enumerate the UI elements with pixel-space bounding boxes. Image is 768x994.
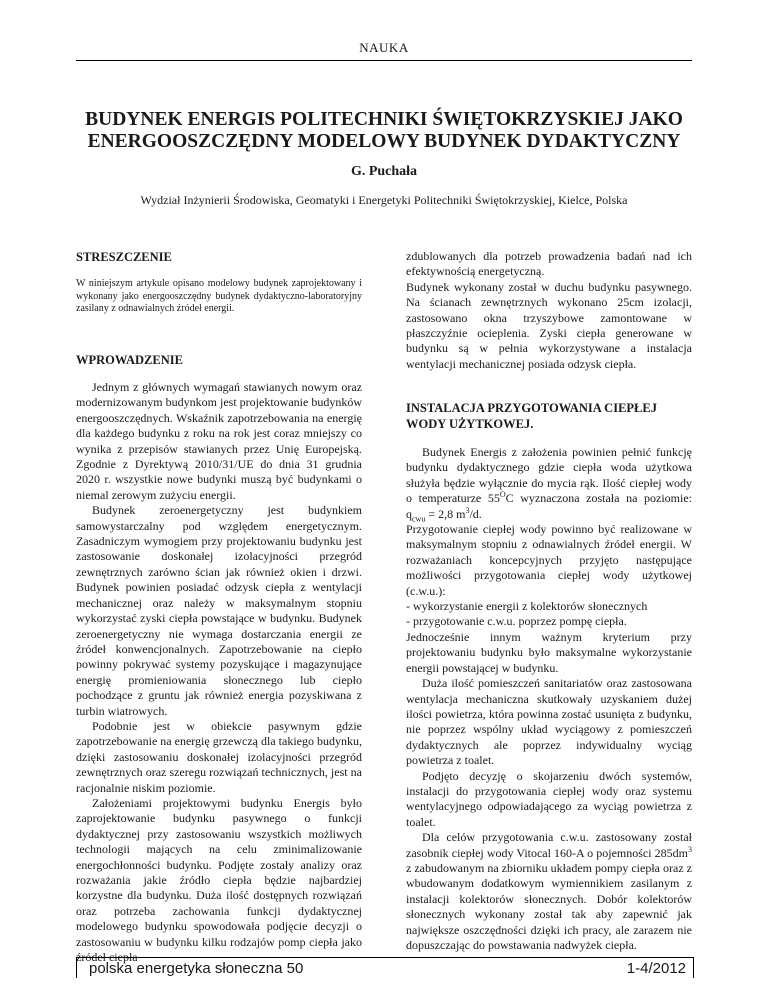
- intro-paragraph-4: Założeniami projektowymi budynku Energis było zaprojektowanie budynku pasywnego o funkcji dydaktycznej przy zastosowaniu wszystkich możliwych technologii mających na celu zminimalizowanie energochłonności budynku. Podjęte zostały analizy oraz rozważania jakie źródło ciepła będzie najbardziej korzystne dla budynku. Duża ilość dostępnych rozwiązań oraz potrzeba zachowania funkcji dydaktycznej modelowego budynku spowodowała podjęcie decyzji o zastosowaniu w budynku kilku rodzajów pomp ciepła jako źródeł ciepła: [76, 795, 362, 965]
- intro-heading: WPROWADZENIE: [76, 353, 183, 367]
- title-line-1: BUDYNEK ENERGIS POLITECHNIKI ŚWIĘTOKRZYSKIEJ JAKO: [85, 109, 683, 130]
- cwu-body: [406, 445, 692, 953]
- cwu-paragraph-6: [406, 830, 692, 953]
- right-paragraph-2: Budynek wykonany został w duchu budynku pasywnego. Na ścianach zewnętrznych wykonano 25cm izolacji, zastosowano okna trzyszybowe zamontowane w płaszczyźnie ocieplenia. Zyski ciepła generowane w budynku są w pełnia wykorzystywane a instalacja wentylacji mechanicznej posiada odzysk ciepła.: [406, 279, 692, 371]
- header-rule: [76, 60, 692, 61]
- cwu-p1-mid: C wyznaczona została na poziomie: q: [406, 491, 692, 521]
- intro-paragraph-1: Jednym z głównych wymagań stawianych nowym oraz modernizowanym budynkom jest projektowanie budynków energooszczędnych. Wskaźnik zapotrzebowania na energię dla każdego budynku z roku na rok jest coraz mniejszy co wynika z przepisów stawianych przez Unię Europejską. Zgodnie z Dyrektywą 2010/31/UE do dnia 31 grudnia 2020 r. wszystkie nowe budynki muszą być budynkami o niemal zerowym zużyciu energii.: [76, 380, 362, 502]
- intro-paragraph-2: Budynek zeroenergetyczny jest budynkiem samowystarczalny pod względem energetycznym. Zasadniczym wymogiem przy projektowaniu budynku jest zastosowanie doskonałej izolacyjności przegród zewnętrznych zarówno ścian jak również okien i drzwi. Budynek powinien posiadać odzysk ciepła z wentylacji mechanicznej oraz należy w maksymalnym stopniu wykorzystać zyski ciepła powstające w budynku. Budynek zeroenergetyczny nie wymaga dostarczania energii ze źródeł konwencjonalnych. Zapotrzebowanie na ciepło powinny pokrywać systemy pozyskujące i magazynujące energię promieniowania słonecznego lub ciepło pochodzące z gruntu jak również energia pozyskiwana z turbin wiatrowych.: [76, 503, 362, 718]
- degree-superscript: O: [499, 490, 506, 500]
- cwu-p1-val: = 2,8 m: [425, 506, 466, 521]
- cwu-list-item-1: - wykorzystanie energii z kolektorów słonecznych: [406, 599, 648, 614]
- section-label: NAUKA: [359, 40, 409, 55]
- cubic-superscript: 3: [465, 505, 470, 515]
- right-column-top: [406, 249, 692, 372]
- intro-paragraph-3: Podobnie jest w obiekcie pasywnym gdzie zapotrzebowanie na energię grzewczą dla takiego budynku, dzięki zastosowaniu doskonałej izolacyjności przegród zewnętrznych oraz szeregu rozwiązań technicznych, jest na racjonalnie niskim poziomie.: [76, 718, 362, 795]
- cwu-paragraph-1: [406, 445, 692, 522]
- footer-journal: polska energetyka słoneczna 50: [89, 960, 304, 977]
- affiliation: Wydział Inżynierii Środowiska, Geomatyki i Energetyki Politechniki Świętokrzyskiej, Kielce, Polska: [140, 193, 628, 207]
- cwu-heading: INSTALACJA PRZYGOTOWANIA CIEPŁEJ WODY UŻYTKOWEJ.: [406, 401, 657, 431]
- abstract-text: W niniejszym artykule opisano modelowy budynek zaprojektowany i wykonany jako energooszczędny budynek dydaktyczno-laboratoryjny zasilany z odnawialnych źródeł energii.: [76, 278, 362, 314]
- cwu-p6-text-b: z zabudowanym na zbiorniku układem pompy ciepła oraz z wbudowanym dodatkowym wymiennikiem zasilanym z instalacji kolektorów słonecznych. Dobór kolektorów słonecznych wykonany został tak aby zapewnić jak największe oszczędności dzięki ich pracy, ale zarazem nie dopuszczając do powstawania nadwyżek ciepła.: [406, 860, 692, 952]
- footer-issue: 1-4/2012: [626, 960, 686, 977]
- cwu-paragraph-5: Podjęto decyzję o skojarzeniu dwóch systemów, instalacji do przygotowania ciepłej wody oraz systemu wentylacyjnego odpowiadającego za wyciąg powietrza z toalet.: [406, 768, 692, 829]
- cwu-paragraph-2: Przygotowanie ciepłej wody powinno być realizowane w maksymalnym stopniu z odnawialnych źródeł energii. W rozważaniach koncepcyjnych przyjęto następujące możliwości przygotowania ciepłej wody użytkowej (c.w.u.):: [406, 522, 692, 598]
- intro-body: [76, 380, 362, 965]
- abstract-heading: STRESZCZENIE: [76, 250, 172, 264]
- title-line-2: ENERGOOSZCZĘDNY MODELOWY BUDYNEK DYDAKTYCZNY: [87, 131, 681, 152]
- cwu-p6-text-a: Dla celów przygotowania c.w.u. zastosowany został zasobnik ciepłej wody Vitocal 160-A o pojemności 285dm: [406, 830, 692, 860]
- cwu-p1-text: Budynek Energis z założenia powinien pełnić funkcję budynku dydaktycznego gdzie ciepła woda użytkowa służyła będzie wyłącznie do mycia rąk. Ilość ciepłej wody o temperaturze 55: [406, 445, 692, 506]
- cwu-list-item-2: - przygotowanie c.w.u. poprzez pompę ciepła.: [406, 614, 627, 629]
- cwu-paragraph-4: Duża ilość pomieszczeń sanitariatów oraz zastosowana wentylacja mechaniczna skutkowały uzyskaniem dużej ilości powietrza, która powinna zostać usunięta z budynku, nie poprzez wspólny układ wyciągowy z pomieszczeń dydaktycznych ale poprzez indywidualny wyciąg powietrza z toalet.: [406, 676, 692, 768]
- right-paragraph-1: zdublowanych dla potrzeb prowadzenia badań nad ich efektywnością energetyczną.: [406, 249, 692, 279]
- cubic-superscript-2: 3: [688, 844, 692, 854]
- cwu-paragraph-3: Jednocześnie innym ważnym kryterium przy projektowaniu budynku było maksymalne wykorzystanie energii powstającej w budynku.: [406, 629, 692, 675]
- paper-title: [60, 109, 708, 153]
- cwu-subscript: cwu: [412, 514, 426, 524]
- cwu-p1-end: /d.: [469, 506, 482, 521]
- author: G. Puchała: [350, 164, 418, 179]
